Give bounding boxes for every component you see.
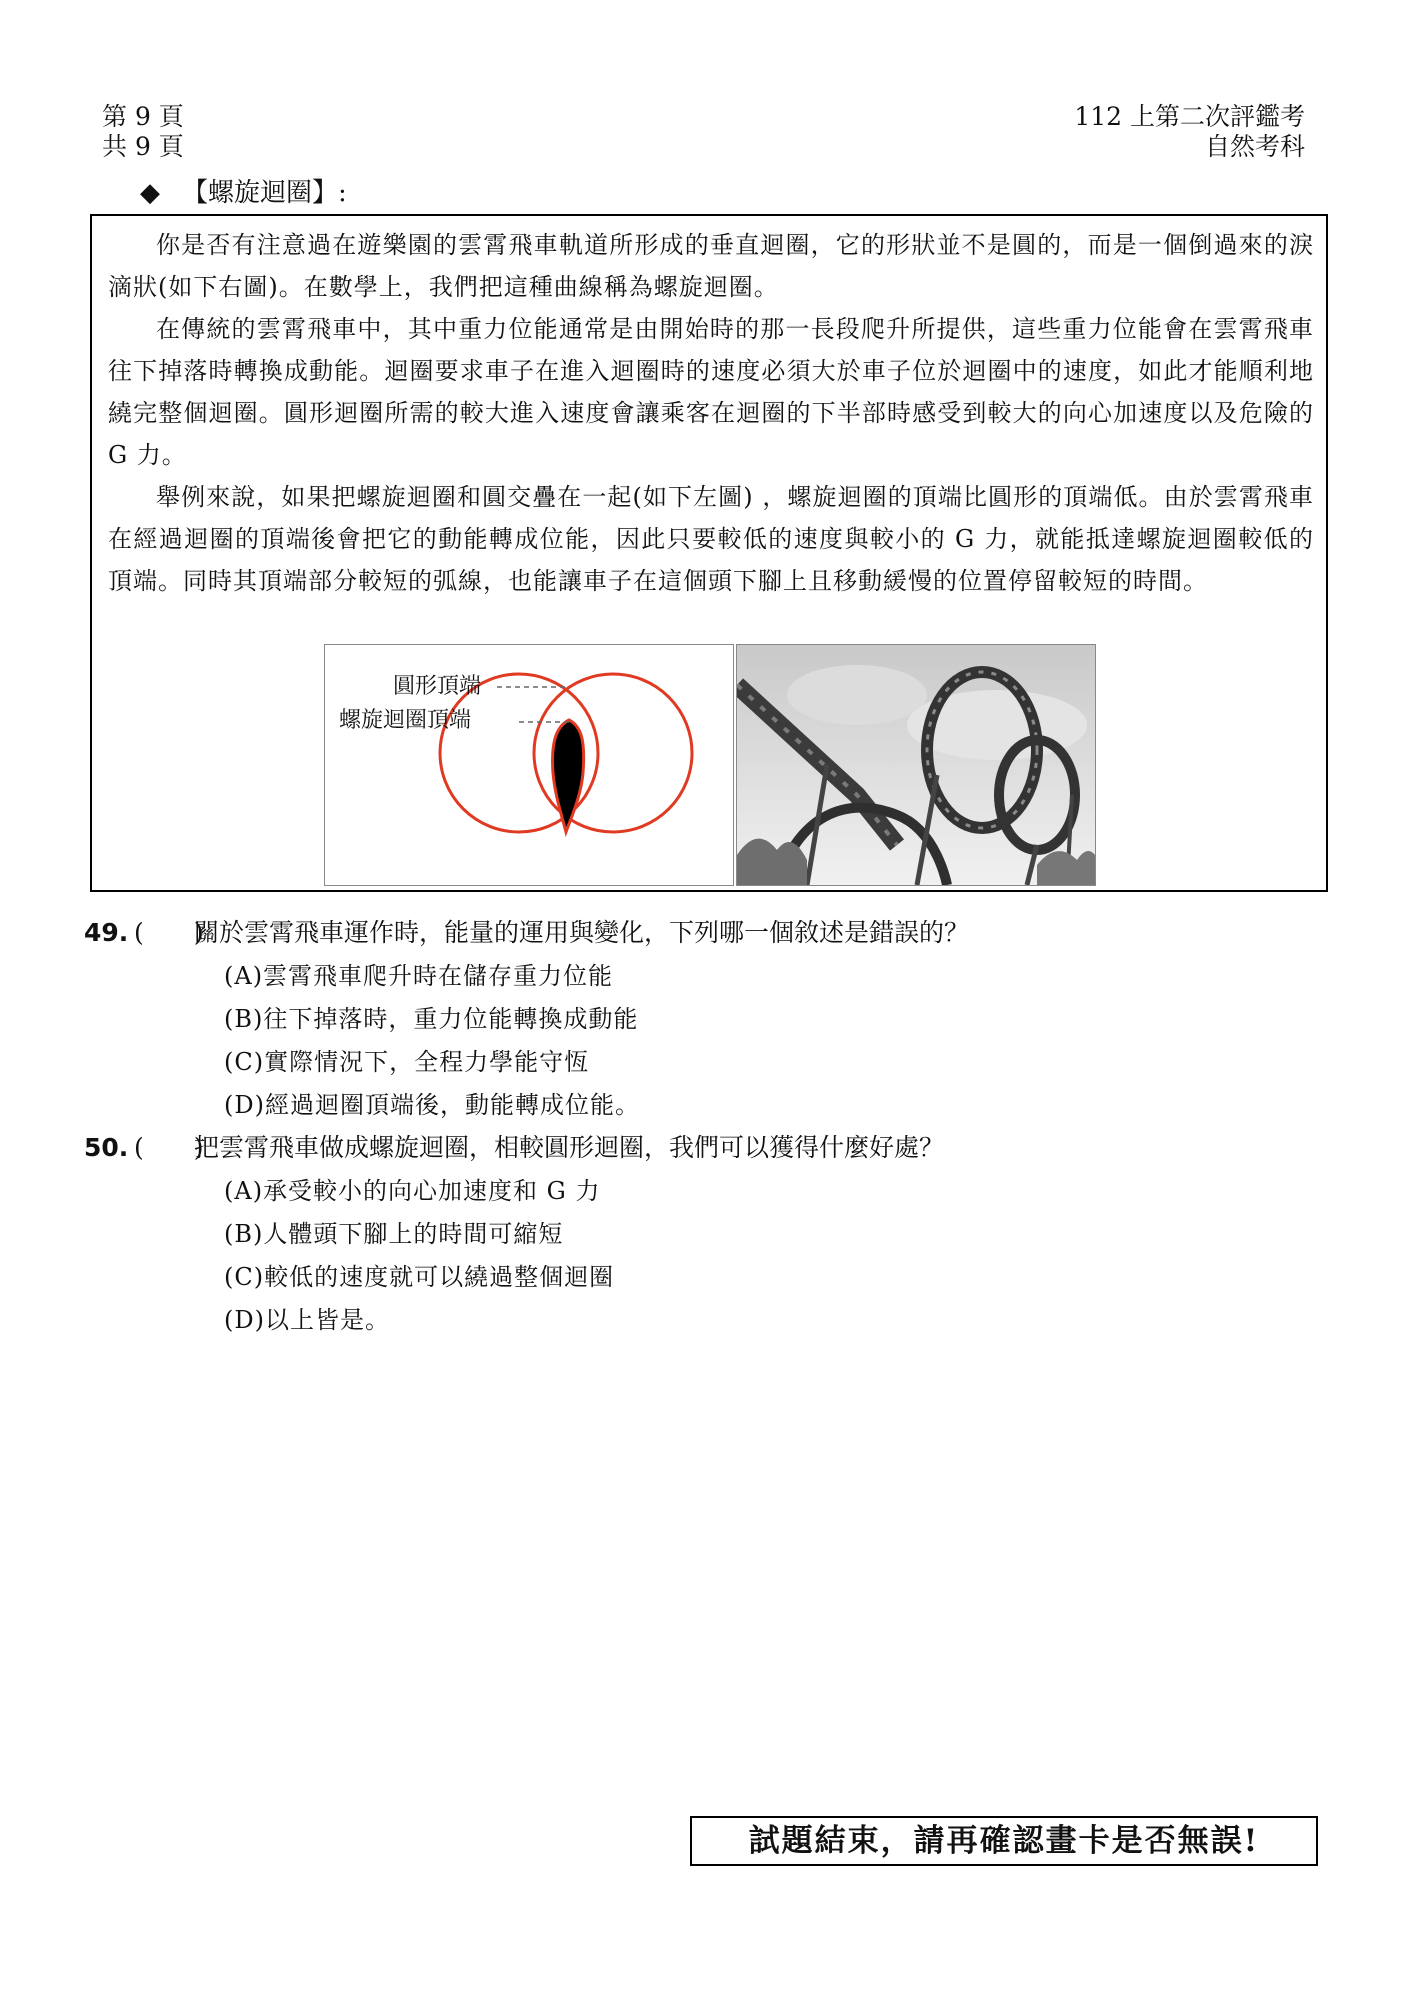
diamond-bullet-icon: ◆ (140, 178, 160, 208)
question-text: 關於雲霄飛車運作時，能量的運用與變化，下列哪一個敘述是錯誤的？ (194, 918, 970, 947)
question-text: 把雲霄飛車做成螺旋迴圈，相較圓形迴圈，我們可以獲得什麼好處？ (194, 1133, 945, 1162)
option-49-c: (C)實際情況下，全程力學能守恆 (224, 1048, 590, 1076)
loop-diagram-svg (325, 645, 733, 885)
answer-blank: ( ) (134, 1133, 204, 1162)
answer-blank: ( ) (134, 918, 204, 947)
question-50 (84, 1127, 944, 1169)
option-50-a: (A)承受較小的向心加速度和 G 力 (224, 1177, 601, 1205)
section-title-text: 【螺旋迴圈】: (182, 178, 347, 208)
passage-paragraph-2: 在傳統的雲霄飛車中，其中重力位能通常是由開始時的那一長段爬升所提供，這些重力位能會在雲霄飛車往下掉落時轉換成動能。迴圈要求車子在進入迴圈時的速度必須大於車子位於迴圈中的速度，如此才能順利地繞完整個迴圈。圓形迴圈所需的較大進入速度會讓乘客在迴圈的下半部時感受到較大的向心加速度以及危險的 G 力。 (108, 315, 1314, 469)
page-header-right (1074, 102, 1305, 162)
spiral-loop-teardrop (553, 720, 584, 832)
roller-coaster-photo (736, 644, 1096, 886)
label-circle-top: 圓形頂端 (393, 674, 482, 699)
section-title (140, 172, 347, 209)
loop-comparison-diagram (324, 644, 734, 886)
tree-silhouette (737, 839, 807, 885)
roller-coaster-illustration (737, 645, 1095, 885)
passage-box (90, 214, 1328, 892)
page-header-left (102, 102, 184, 162)
question-49 (84, 912, 969, 954)
page-number: 第 9 頁 (102, 102, 184, 131)
cloud (787, 665, 927, 725)
option-50-b: (B)人體頭下腳上的時間可縮短 (224, 1220, 564, 1248)
passage-text (108, 224, 1314, 602)
passage-paragraph-3: 舉例來說，如果把螺旋迴圈和圓交疊在一起(如下左圖) ，螺旋迴圈的頂端比圓形的頂端低。由於雲霄飛車在經過迴圈的頂端後會把它的動能轉成位能，因此只要較低的速度與較小的 G 力，就能抵達螺旋迴圈較低的頂端。同時其頂端部分較短的弧線，也能讓車子在這個頭下腳上且移動緩慢的位置停留較短的時間。 (108, 483, 1314, 595)
page-total: 共 9 頁 (102, 132, 184, 161)
option-50-d: (D)以上皆是。 (224, 1306, 390, 1334)
subject-title: 自然考科 (1204, 132, 1305, 161)
question-number: 50. (84, 1133, 129, 1162)
option-50-c: (C)較低的速度就可以繞過整個迴圈 (224, 1263, 615, 1291)
label-spiral-top: 螺旋迴圈頂端 (339, 708, 472, 733)
option-49-a: (A)雲霄飛車爬升時在儲存重力位能 (224, 962, 614, 990)
passage-paragraph-1: 你是否有注意過在遊樂園的雲霄飛車軌道所形成的垂直迴圈，它的形狀並不是圓的，而是一個倒過來的淚滴狀(如下右圖)。在數學上，我們把這種曲線稱為螺旋迴圈。 (108, 231, 1314, 301)
exam-end-notice: 試題結束，請再確認畫卡是否無誤! (690, 1816, 1318, 1866)
option-49-b: (B)往下掉落時，重力位能轉換成動能 (224, 1005, 639, 1033)
option-49-d: (D)經過迴圈頂端後，動能轉成位能。 (224, 1091, 640, 1119)
question-number: 49. (84, 918, 129, 947)
exam-title: 112 上第二次評鑑考 (1074, 102, 1305, 131)
